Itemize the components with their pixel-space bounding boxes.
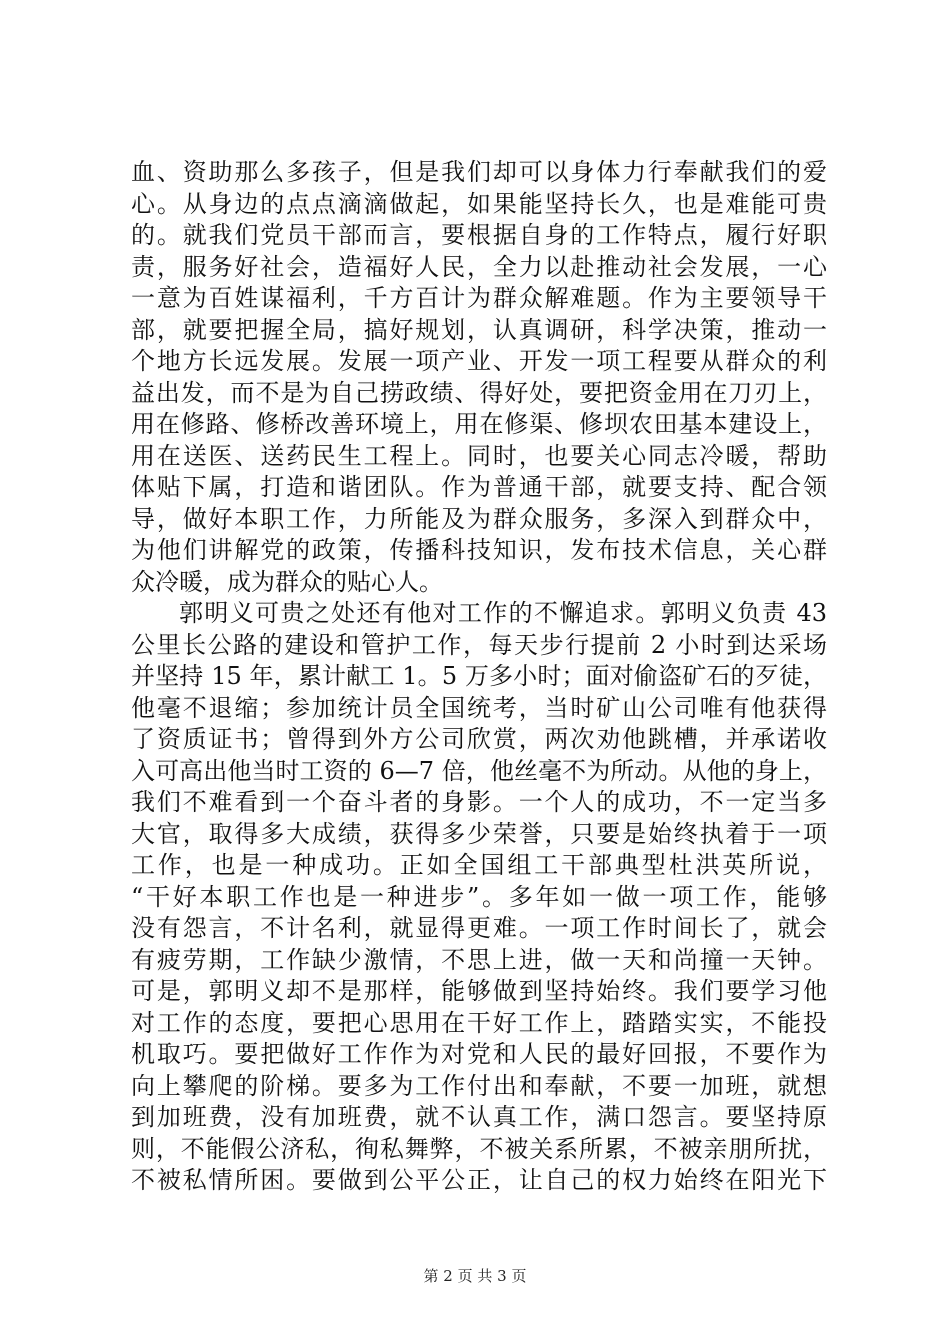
body-text (131, 157, 827, 1197)
text-line: 个地方长远发展。发展一项产业、开发一项工程要从群众的利 (131, 347, 827, 375)
text-line: 可是，郭明义却不是那样，能够做到坚持始终。我们要学习他 (131, 977, 827, 1005)
text-line: 到加班费，没有加班费，就不认真工作，满口怨言。要坚持原 (131, 1103, 827, 1131)
text-line: 入可高出他当时工资的 6—7 倍，他丝毫不为所动。从他的身上， (131, 756, 827, 785)
text-line: 众冷暖，成为群众的贴心人。 (131, 567, 443, 596)
text-line: 了资质证书；曾得到外方公司欣赏，两次劝他跳槽，并承诺收 (131, 725, 827, 753)
text-line: 有疲劳期，工作缺少激情，不思上进，做一天和尚撞一天钟。 (131, 945, 827, 974)
text-line: 为他们讲解党的政策，传播科技知识，发布技术信息，关心群 (131, 536, 827, 564)
text-line: 机取巧。要把做好工作作为对党和人民的最好回报，不要作为 (131, 1040, 827, 1068)
text-line: 公里长公路的建设和管护工作，每天步行提前 2 小时到达采场 (131, 630, 827, 659)
text-line: 郭明义可贵之处还有他对工作的不懈追求。郭明义负责 43 (179, 599, 827, 627)
text-line: 责，服务好社会，造福好人民，全力以赴推动社会发展，一心 (131, 252, 827, 281)
text-line: 一意为百姓谋福利，千方百计为群众解难题。作为主要领导干 (131, 284, 827, 312)
text-line: “干好本职工作也是一种进步”。多年如一做一项工作，能够 (131, 882, 827, 911)
text-line: 没有怨言，不计名利，就显得更难。一项工作时间长了，就会 (131, 914, 827, 942)
text-line: 大官，取得多大成绩，获得多少荣誉，只要是始终执着于一项 (131, 819, 827, 848)
text-line: 血、资助那么多孩子，但是我们却可以身体力行奉献我们的爱 (131, 158, 827, 186)
text-line: 不被私情所困。要做到公平公正，让自己的权力始终在阳光下 (131, 1166, 827, 1194)
text-line: 并坚持 15 年，累计献工 1。5 万多小时；面对偷盗矿石的歹徒， (131, 662, 827, 690)
text-line: 体贴下属，打造和谐团队。作为普通干部，就要支持、配合领 (131, 473, 827, 501)
text-line: 则，不能假公济私，徇私舞弊，不被关系所累，不被亲朋所扰， (131, 1134, 827, 1163)
text-line: 部，就要把握全局，搞好规划，认真调研，科学决策，推动一 (131, 315, 827, 344)
text-line: 的。就我们党员干部而言，要根据自身的工作特点，履行好职 (131, 221, 827, 249)
text-line: 向上攀爬的阶梯。要多为工作付出和奉献，不要一加班，就想 (131, 1071, 827, 1100)
text-line: 心。从身边的点点滴滴做起，如果能坚持长久，也是难能可贵 (131, 189, 827, 218)
text-line: 工作，也是一种成功。正如全国组工干部典型杜洪英所说， (131, 851, 827, 879)
text-line: 我们不难看到一个奋斗者的身影。一个人的成功，不一定当多 (131, 788, 827, 816)
text-line: 益出发，而不是为自己捞政绩、得好处，要把资金用在刀刃上， (131, 378, 827, 407)
page-number-footer: 第 2 页 共 3 页 (423, 1267, 527, 1285)
text-line: 他毫不退缩；参加统计员全国统考，当时矿山公司唯有他获得 (131, 693, 827, 722)
text-line: 导，做好本职工作，力所能及为群众服务，多深入到群众中， (131, 504, 827, 533)
text-line: 用在送医、送药民生工程上。同时，也要关心同志冷暖，帮助 (131, 441, 827, 470)
text-line: 对工作的态度，要把心思用在干好工作上，踏踏实实，不能投 (131, 1008, 827, 1037)
text-line: 用在修路、修桥改善环境上，用在修渠、修坝农田基本建设上， (131, 410, 827, 438)
